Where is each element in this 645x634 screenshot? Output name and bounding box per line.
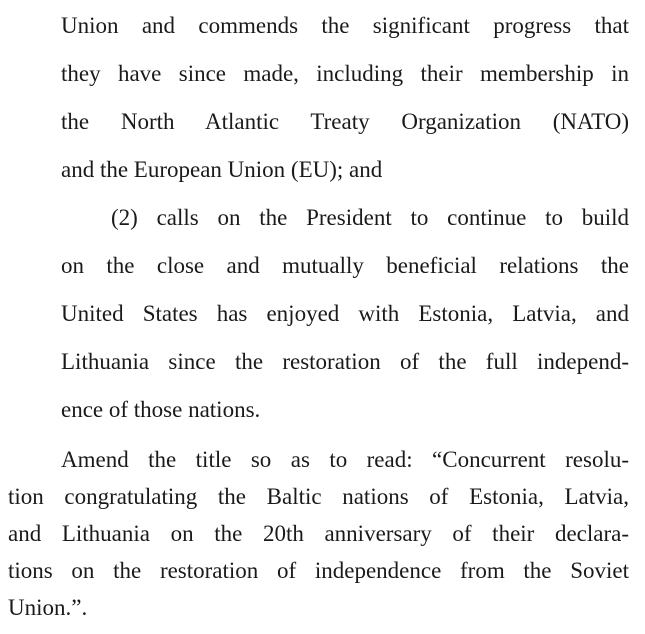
text-line: Union.”.	[8, 595, 88, 620]
text-line: and Lithuania on the 20th anniversary of their declara-	[8, 521, 629, 546]
text-line: and the European Union (EU); and	[61, 157, 383, 182]
text-line: ence of those nations.	[61, 397, 261, 422]
text-line: tion congratulating the Baltic nations of Estonia, Latvia,	[8, 484, 629, 509]
text-line: tions on the restoration of independence from the Soviet	[8, 558, 629, 583]
text-line: Union and commends the significant progress that	[61, 13, 629, 38]
text-line: Lithuania since the restoration of the full independ-	[61, 349, 629, 374]
text-line: the North Atlantic Treaty Organization (NATO)	[61, 109, 629, 134]
text-line: on the close and mutually beneficial relations the	[61, 253, 629, 278]
text-line: (2) calls on the President to continue to build	[111, 205, 629, 230]
text-line: United States has enjoyed with Estonia, Latvia, and	[61, 301, 629, 326]
text-line: they have since made, including their membership in	[61, 61, 629, 86]
text-line: Amend the title so as to read: “Concurrent resolu-	[61, 447, 629, 472]
